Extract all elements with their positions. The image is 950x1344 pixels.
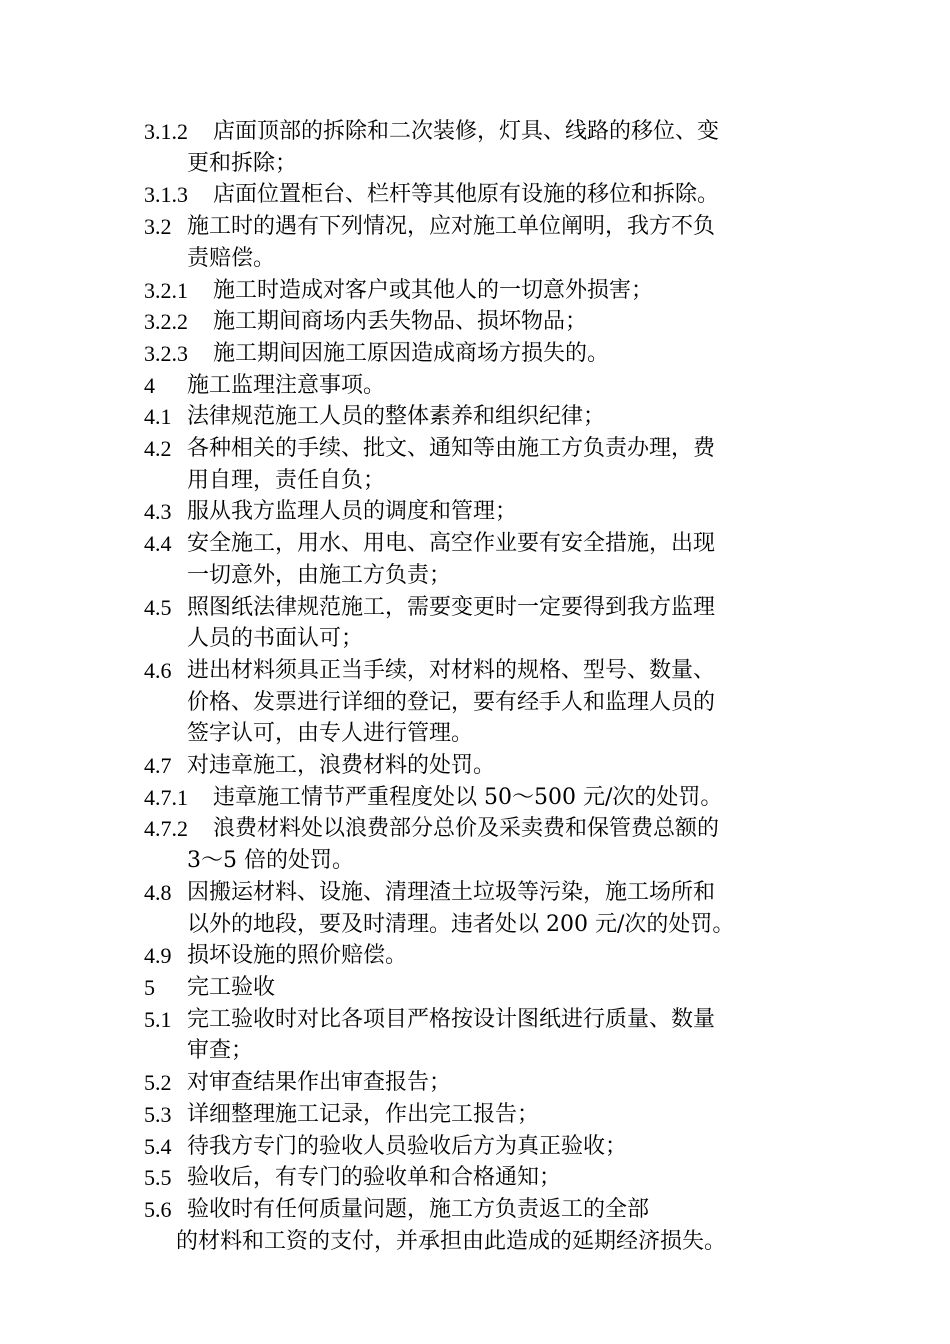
clause-text <box>187 528 812 591</box>
clause-text <box>187 1194 812 1226</box>
clause-item <box>144 1194 812 1226</box>
clause-number: 4.7 <box>144 753 172 779</box>
clause-line: 价格、发票进行详细的登记，要有经手人和监理人员的 <box>187 689 716 715</box>
clause-line: 用自理，责任自负； <box>187 467 386 493</box>
clause-line: 待我方专门的验收人员验收后方为真正验收； <box>187 1133 628 1159</box>
clause-item <box>144 528 812 591</box>
clause-line: 施工时造成对客户或其他人的一切意外损害； <box>213 277 654 303</box>
closing-line: 的材料和工资的支付，并承担由此造成的延期经济损失。 <box>176 1228 727 1254</box>
clause-text <box>187 1131 812 1163</box>
clause-number: 4.7.2 <box>144 816 188 842</box>
clause-line: 责赔偿。 <box>187 245 276 271</box>
clause-item <box>144 116 812 179</box>
clause-line: 安全施工，用水、用电、高空作业要有安全措施，出现 <box>187 531 716 557</box>
clause-text <box>187 877 812 940</box>
clause-line: 更和拆除； <box>187 150 298 176</box>
clause-number: 5.2 <box>144 1070 172 1096</box>
clause-line: 对违章施工，浪费材料的处罚。 <box>187 753 496 779</box>
clause-text <box>187 1162 812 1194</box>
clause-item <box>144 813 812 876</box>
clause-line: 人员的书面认可； <box>187 626 364 652</box>
clause-text <box>187 116 812 179</box>
clause-item <box>144 433 812 496</box>
clause-number: 5.3 <box>144 1101 172 1127</box>
clause-line: 施工时的遇有下列情况，应对施工单位阐明，我方不负 <box>187 214 716 240</box>
clause-line: 损坏设施的照价赔偿。 <box>187 943 408 969</box>
clause-text <box>187 592 812 655</box>
clause-item <box>144 1162 812 1194</box>
clause-text <box>187 496 812 528</box>
clause-number: 4.1 <box>144 404 172 430</box>
clause-item <box>144 496 812 528</box>
clause-line: 施工监理注意事项。 <box>187 372 386 398</box>
clause-line: 违章施工情节严重程度处以 50～500 元/次的处罚。 <box>213 784 723 810</box>
clause-number: 4.9 <box>144 943 172 969</box>
clause-text <box>213 306 812 338</box>
clause-line: 法律规范施工人员的整体素养和组织纪律； <box>187 404 606 430</box>
clause-item <box>144 338 812 370</box>
clause-item <box>144 306 812 338</box>
clause-line: 审查； <box>187 1038 254 1064</box>
clause-text <box>213 275 812 307</box>
clause-text <box>187 211 812 274</box>
clause-number: 4.5 <box>144 594 172 620</box>
clause-line: 验收时有任何质量问题，施工方负责返工的全部 <box>187 1196 650 1222</box>
clause-text <box>187 1067 812 1099</box>
clause-item <box>144 370 812 402</box>
clause-number: 3.1.3 <box>144 182 188 208</box>
clause-line: 对审查结果作出审查报告； <box>187 1070 452 1096</box>
clause-text <box>187 750 812 782</box>
clause-number: 4.2 <box>144 436 172 462</box>
clause-line: 详细整理施工记录，作出完工报告； <box>187 1101 540 1127</box>
clause-number: 3.2 <box>144 214 172 240</box>
clause-text <box>187 370 812 402</box>
clause-line: 3～5 倍的处罚。 <box>187 848 354 874</box>
clause-line: 施工期间商场内丢失物品、损坏物品； <box>213 309 588 335</box>
clause-number: 3.2.2 <box>144 309 188 335</box>
clause-line: 照图纸法律规范施工，需要变更时一定要得到我方监理 <box>187 594 716 620</box>
clause-number: 4.6 <box>144 657 172 683</box>
clause-line: 各种相关的手续、批文、通知等由施工方负责办理，费 <box>187 436 716 462</box>
clause-item <box>144 179 812 211</box>
clause-number: 5.6 <box>144 1196 172 1222</box>
clause-text <box>187 655 812 750</box>
clause-item <box>144 782 812 814</box>
clause-line: 店面位置柜台、栏杆等其他原有设施的移位和拆除。 <box>213 182 720 208</box>
clause-number: 5.5 <box>144 1165 172 1191</box>
clause-item <box>144 750 812 782</box>
clause-text <box>213 179 812 211</box>
document-body <box>144 116 812 1257</box>
clause-text <box>187 433 812 496</box>
clause-line: 完工验收 <box>187 974 276 1000</box>
clause-text <box>187 813 812 876</box>
clause-item <box>144 1004 812 1067</box>
clause-text <box>213 338 812 370</box>
clause-line: 服从我方监理人员的调度和管理； <box>187 499 518 525</box>
clause-line: 一切意外，由施工方负责； <box>187 562 452 588</box>
clause-number: 4 <box>144 372 155 398</box>
clause-number: 4.7.1 <box>144 784 188 810</box>
clause-line: 因搬运材料、设施、清理渣土垃圾等污染，施工场所和 <box>187 879 716 905</box>
clause-line: 验收后，有专门的验收单和合格通知； <box>187 1165 562 1191</box>
clause-item <box>144 275 812 307</box>
clause-number: 5.1 <box>144 1006 172 1032</box>
clause-text <box>187 1004 812 1067</box>
clause-item <box>144 972 812 1004</box>
clause-line: 完工验收时对比各项目严格按设计图纸进行质量、数量 <box>187 1006 716 1032</box>
clause-number: 3.2.1 <box>144 277 188 303</box>
clause-number: 3.1.2 <box>144 119 188 144</box>
clause-line: 浪费材料处以浪费部分总价及采卖费和保管费总额的 <box>213 816 720 842</box>
clause-item <box>144 401 812 433</box>
clause-item <box>144 1131 812 1163</box>
clause-text <box>187 972 812 1004</box>
clause-item <box>144 940 812 972</box>
clause-line: 签字认可，由专人进行管理。 <box>187 721 474 747</box>
clause-text <box>187 940 812 972</box>
clause-line: 店面顶部的拆除和二次装修，灯具、线路的移位、变 <box>213 119 720 144</box>
clause-number: 5.4 <box>144 1133 172 1159</box>
clause-item <box>144 211 812 274</box>
clause-number: 3.2.3 <box>144 340 188 366</box>
clause-number: 4.3 <box>144 499 172 525</box>
clause-line: 施工期间因施工原因造成商场方损失的。 <box>213 340 610 366</box>
clause-item <box>144 1099 812 1131</box>
clause-item <box>144 655 812 750</box>
clause-text <box>187 1099 812 1131</box>
clause-number: 4.4 <box>144 531 172 557</box>
clause-number: 4.8 <box>144 879 172 905</box>
clause-line: 进出材料须具正当手续，对材料的规格、型号、数量、 <box>187 657 716 683</box>
clause-item <box>144 1067 812 1099</box>
clause-text <box>213 782 812 814</box>
clause-number: 5 <box>144 974 155 1000</box>
clause-line: 以外的地段，要及时清理。违者处以 200 元/次的处罚。 <box>187 911 735 937</box>
clause-text <box>187 401 812 433</box>
clause-item <box>144 592 812 655</box>
clause-item <box>144 877 812 940</box>
